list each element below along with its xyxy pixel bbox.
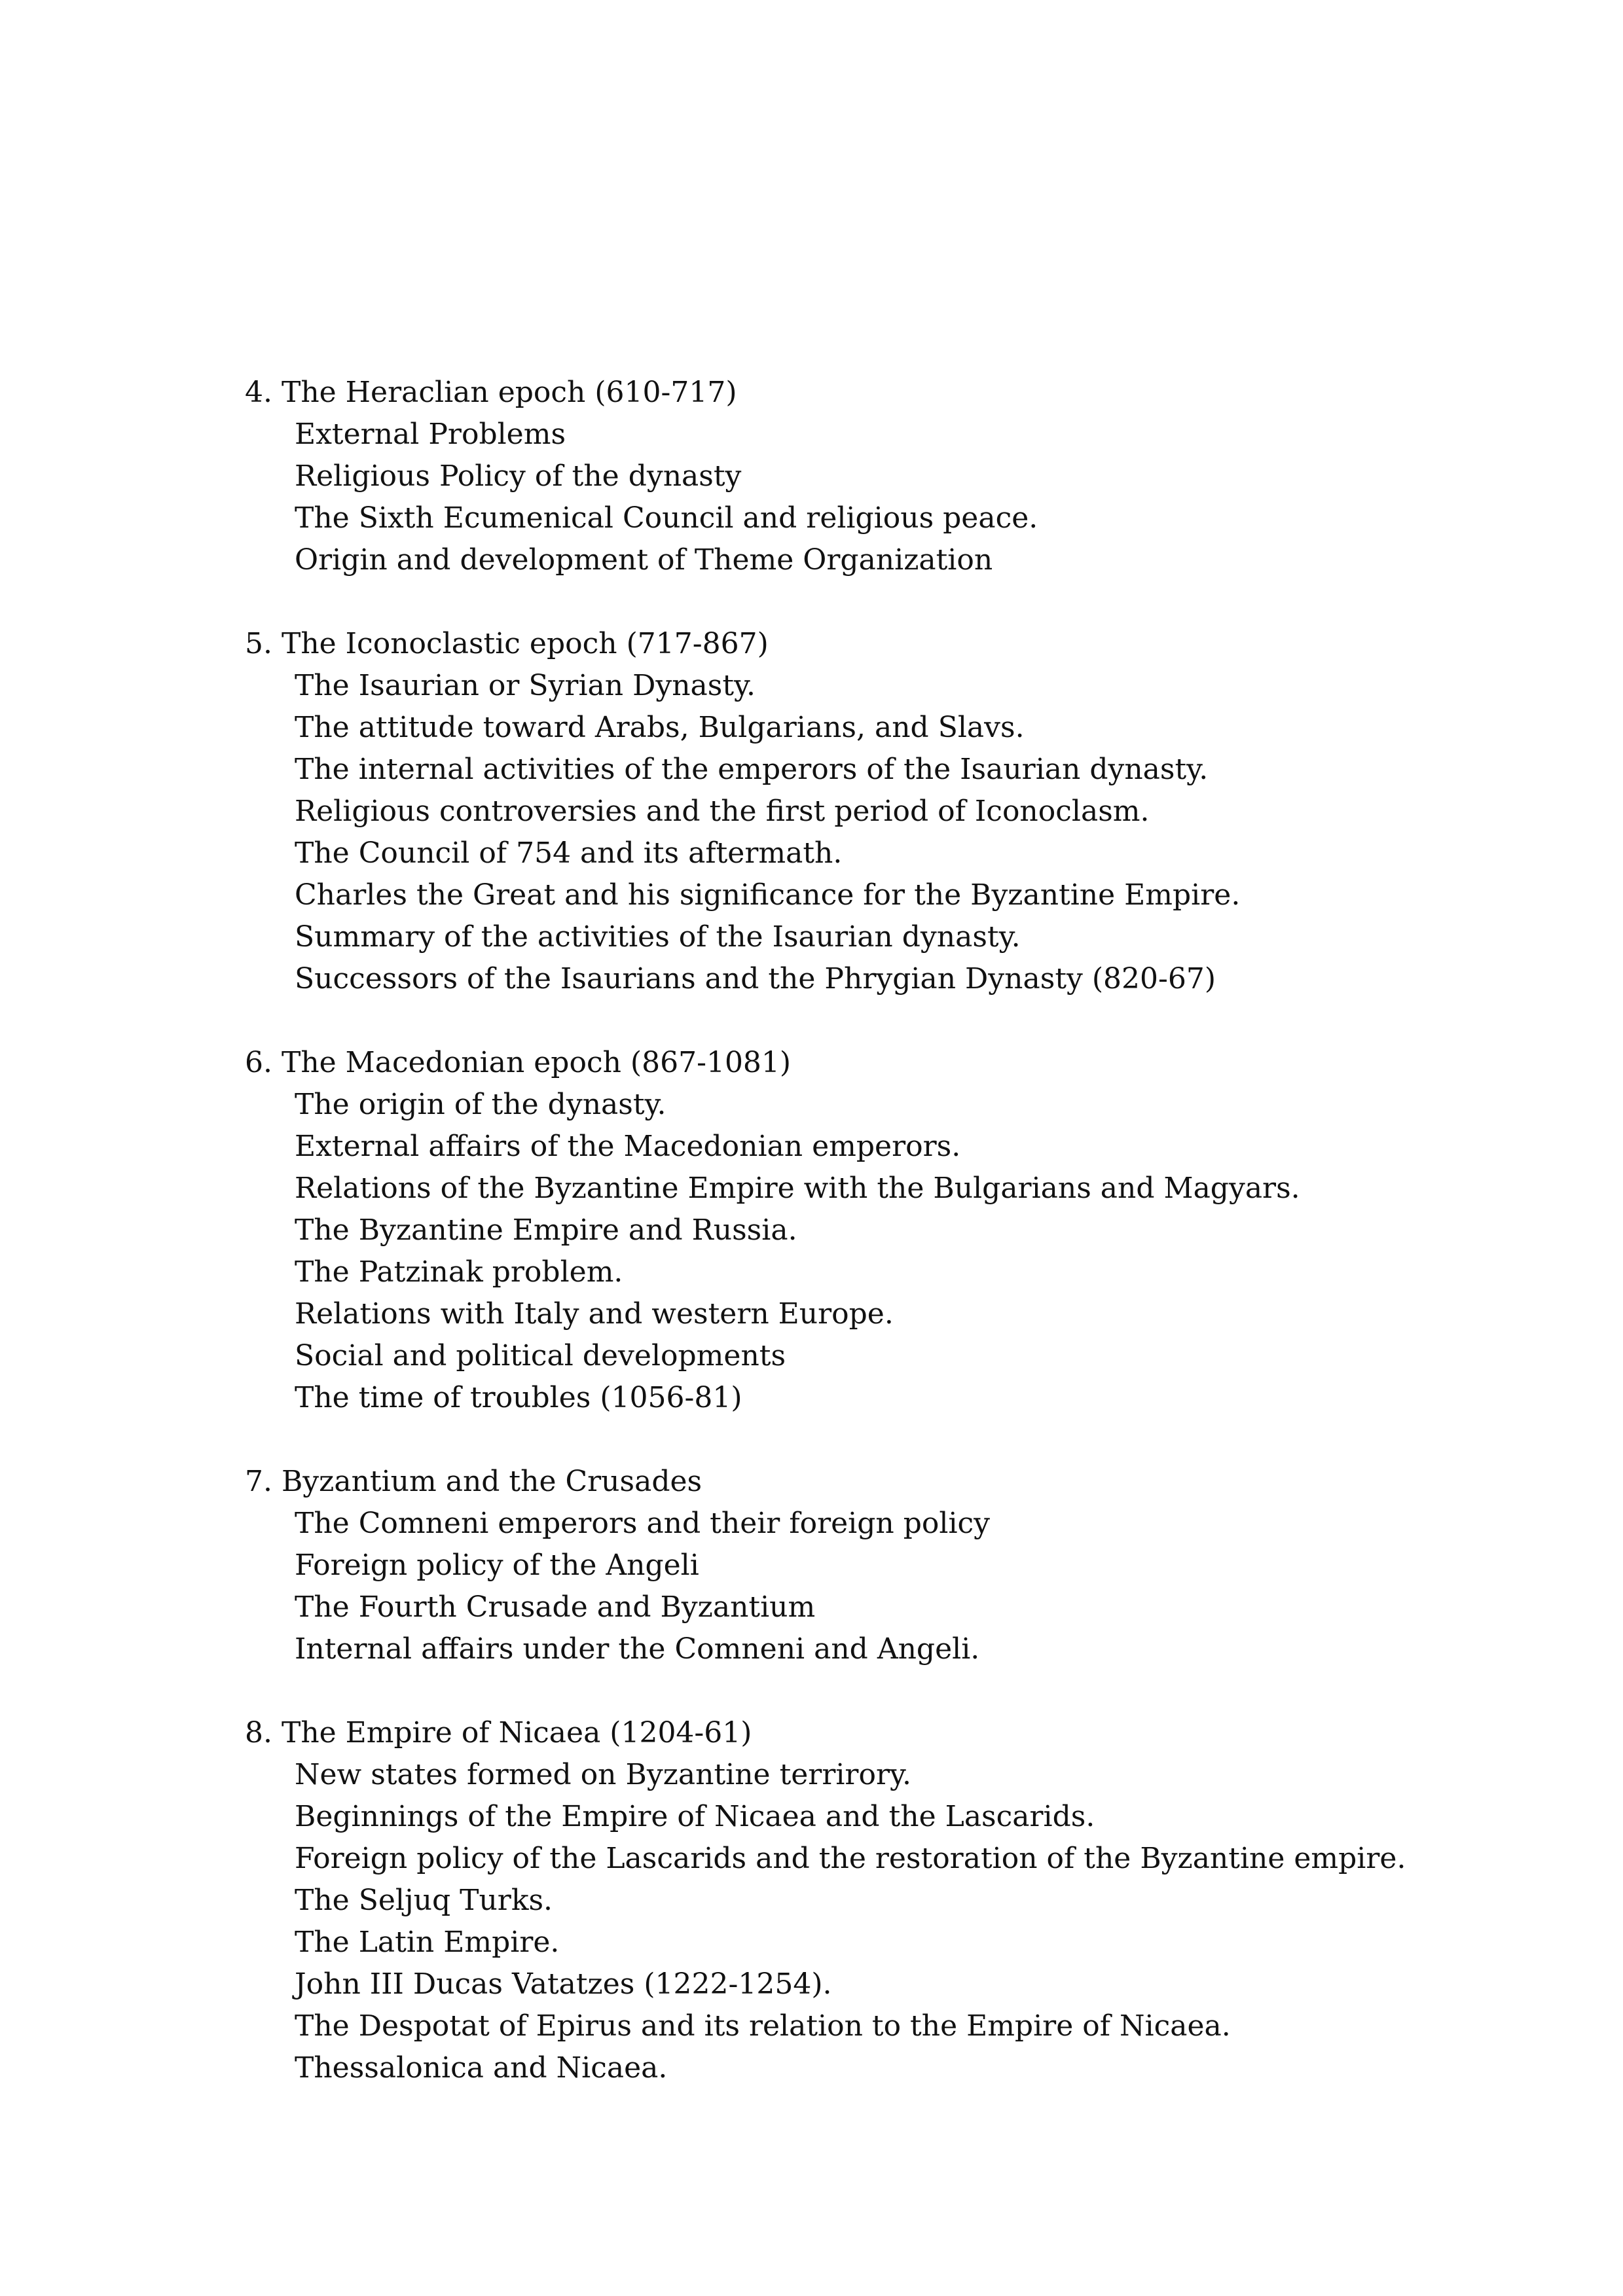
list-item: The Seljuq Turks. bbox=[295, 1884, 553, 1917]
section-title: 4. The Heraclian epoch (610-717) bbox=[245, 376, 737, 409]
list-item: Relations of the Byzantine Empire with the Bulgarians and Magyars. bbox=[295, 1172, 1300, 1205]
list-item: Religious Policy of the dynasty bbox=[295, 459, 742, 493]
list-item: Beginnings of the Empire of Nicaea and the Lascarids. bbox=[295, 1800, 1095, 1833]
list-item: The Fourth Crusade and Byzantium bbox=[295, 1590, 816, 1624]
list-item: The origin of the dynasty. bbox=[295, 1088, 666, 1121]
list-item: Summary of the activities of the Isaurian dynasty. bbox=[295, 920, 1021, 954]
list-item: The Patzinak problem. bbox=[295, 1255, 623, 1289]
list-item: Origin and development of Theme Organization bbox=[295, 543, 993, 577]
list-item: Successors of the Isaurians and the Phrygian Dynasty (820-67) bbox=[295, 962, 1216, 996]
section-title: 5. The Iconoclastic epoch (717-867) bbox=[245, 627, 769, 660]
list-item: The time of troubles (1056-81) bbox=[295, 1381, 742, 1414]
list-item: Foreign policy of the Angeli bbox=[295, 1549, 699, 1582]
section-crusades bbox=[245, 1461, 1489, 1670]
document-page bbox=[245, 372, 1489, 2131]
list-item: Social and political developments bbox=[295, 1339, 786, 1372]
list-item: Relations with Italy and western Europe. bbox=[295, 1297, 894, 1331]
section-macedonian bbox=[245, 1042, 1489, 1419]
section-nicaea bbox=[245, 1712, 1489, 2089]
list-item: The Latin Empire. bbox=[295, 1926, 560, 1959]
section-iconoclastic bbox=[245, 623, 1489, 1000]
list-item: External affairs of the Macedonian emperors. bbox=[295, 1130, 961, 1163]
section-title: 6. The Macedonian epoch (867-1081) bbox=[245, 1046, 792, 1079]
section-heraclian bbox=[245, 372, 1489, 581]
list-item: John III Ducas Vatatzes (1222-1254). bbox=[295, 1967, 832, 2001]
list-item: Internal affairs under the Comneni and Angeli. bbox=[295, 1632, 980, 1666]
list-item: Charles the Great and his significance for the Byzantine Empire. bbox=[295, 878, 1241, 912]
list-item: The Council of 754 and its aftermath. bbox=[295, 836, 843, 870]
section-title: 7. Byzantium and the Crusades bbox=[245, 1465, 702, 1498]
list-item: The Isaurian or Syrian Dynasty. bbox=[295, 669, 756, 702]
list-item: The attitude toward Arabs, Bulgarians, and Slavs. bbox=[295, 711, 1025, 744]
list-item: The Comneni emperors and their foreign policy bbox=[295, 1507, 991, 1540]
list-item: External Problems bbox=[295, 418, 566, 451]
list-item: The Sixth Ecumenical Council and religious peace. bbox=[295, 501, 1038, 535]
list-item: The Despotat of Epirus and its relation to the Empire of Nicaea. bbox=[295, 2009, 1231, 2043]
list-item: Foreign policy of the Lascarids and the restoration of the Byzantine empire. bbox=[295, 1842, 1406, 1875]
list-item: Religious controversies and the first period of Iconoclasm. bbox=[295, 795, 1150, 828]
list-item: The internal activities of the emperors of the Isaurian dynasty. bbox=[295, 753, 1209, 786]
section-title: 8. The Empire of Nicaea (1204-61) bbox=[245, 1716, 752, 1749]
list-item: New states formed on Byzantine terrirory. bbox=[295, 1758, 911, 1791]
list-item: Thessalonica and Nicaea. bbox=[295, 2051, 668, 2085]
list-item: The Byzantine Empire and Russia. bbox=[295, 1213, 797, 1247]
